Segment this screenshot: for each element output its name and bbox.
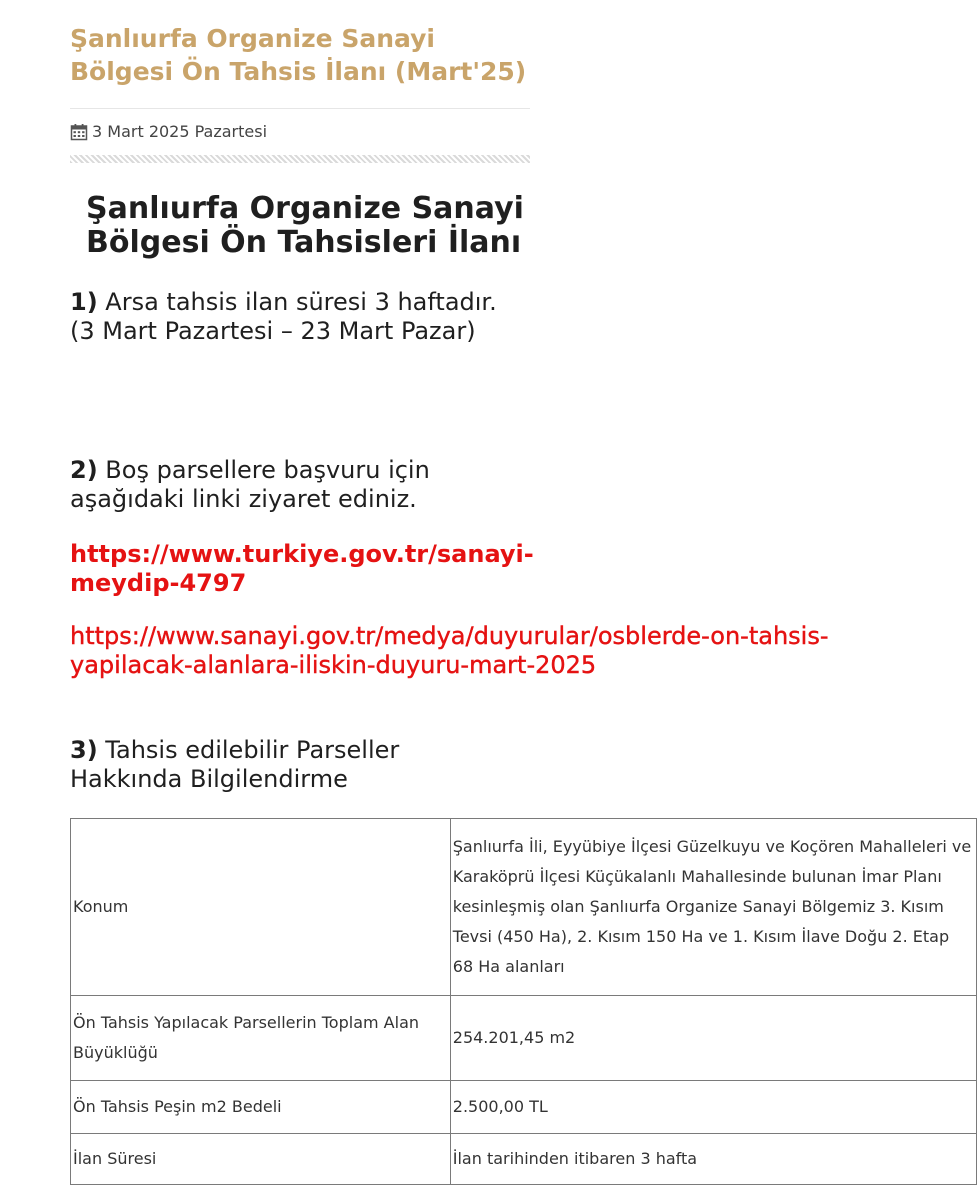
table-label-cell: İlan Süresi: [71, 1134, 451, 1185]
section-3-text: Tahsis edilebilir Parseller Hakkında Bilgilendirme: [70, 736, 400, 793]
section-1-number: 1): [70, 288, 98, 316]
turkiye-gov-link[interactable]: https://www.turkiye.gov.tr/sanayi-meydip-4797: [70, 540, 534, 597]
section-1: [70, 288, 500, 346]
table-row: [71, 819, 977, 996]
article-heading: Şanlıurfa Organize Sanayi Bölgesi Ön Tahsisleri İlanı: [86, 191, 524, 260]
table-row: [71, 1081, 977, 1134]
table-value-cell: 2.500,00 TL: [450, 1081, 976, 1134]
post-date-text: 3 Mart 2025 Pazartesi: [92, 122, 268, 141]
section-3-number: 3): [70, 736, 98, 764]
section-1-text: Arsa tahsis ilan süresi 3 haftadır. (3 Mart Pazartesi – 23 Mart Pazar): [70, 288, 497, 345]
table-row: [71, 996, 977, 1081]
hatched-divider: [70, 155, 530, 163]
page-title: Şanlıurfa Organize Sanayi Bölgesi Ön Tahsis İlanı (Mart'25): [70, 24, 527, 86]
section-2-text: Boş parsellere başvuru için aşağıdaki linki ziyaret ediniz.: [70, 456, 430, 513]
table-label-cell: Konum: [71, 819, 451, 996]
parcel-info-table: [70, 818, 977, 1185]
section-3: [70, 736, 490, 794]
table-label-cell: Ön Tahsis Peşin m2 Bedeli: [71, 1081, 451, 1134]
title-divider: [70, 108, 530, 109]
table-value-cell: İlan tarihinden itibaren 3 hafta: [450, 1134, 976, 1185]
table-row: [71, 1134, 977, 1185]
table-value-cell: 254.201,45 m2: [450, 996, 976, 1081]
section-2-number: 2): [70, 456, 98, 484]
table-value-cell: Şanlıurfa İli, Eyyübiye İlçesi Güzelkuyu ve Koçören Mahalleleri ve Karaköprü İlçesi Küçükalanlı Mahallesinde bulunan İmar Planı kesinleşmiş olan Şanlıurfa Organize Sanayi Bölgemiz 3. Kısım Tevsi (450 Ha), 2. Kısım 150 Ha ve 1. Kısım İlave Doğu 2. Etap 68 Ha alanları: [450, 819, 976, 996]
post-date: [70, 122, 267, 141]
calendar-icon: [70, 123, 88, 141]
section-2: [70, 456, 490, 514]
sanayi-gov-link[interactable]: https://www.sanayi.gov.tr/medya/duyurular/osblerde-on-tahsis-yapilacak-alanlara-iliskin-duyuru-mart-2025: [70, 622, 829, 679]
table-label-cell: Ön Tahsis Yapılacak Parsellerin Toplam Alan Büyüklüğü: [71, 996, 451, 1081]
